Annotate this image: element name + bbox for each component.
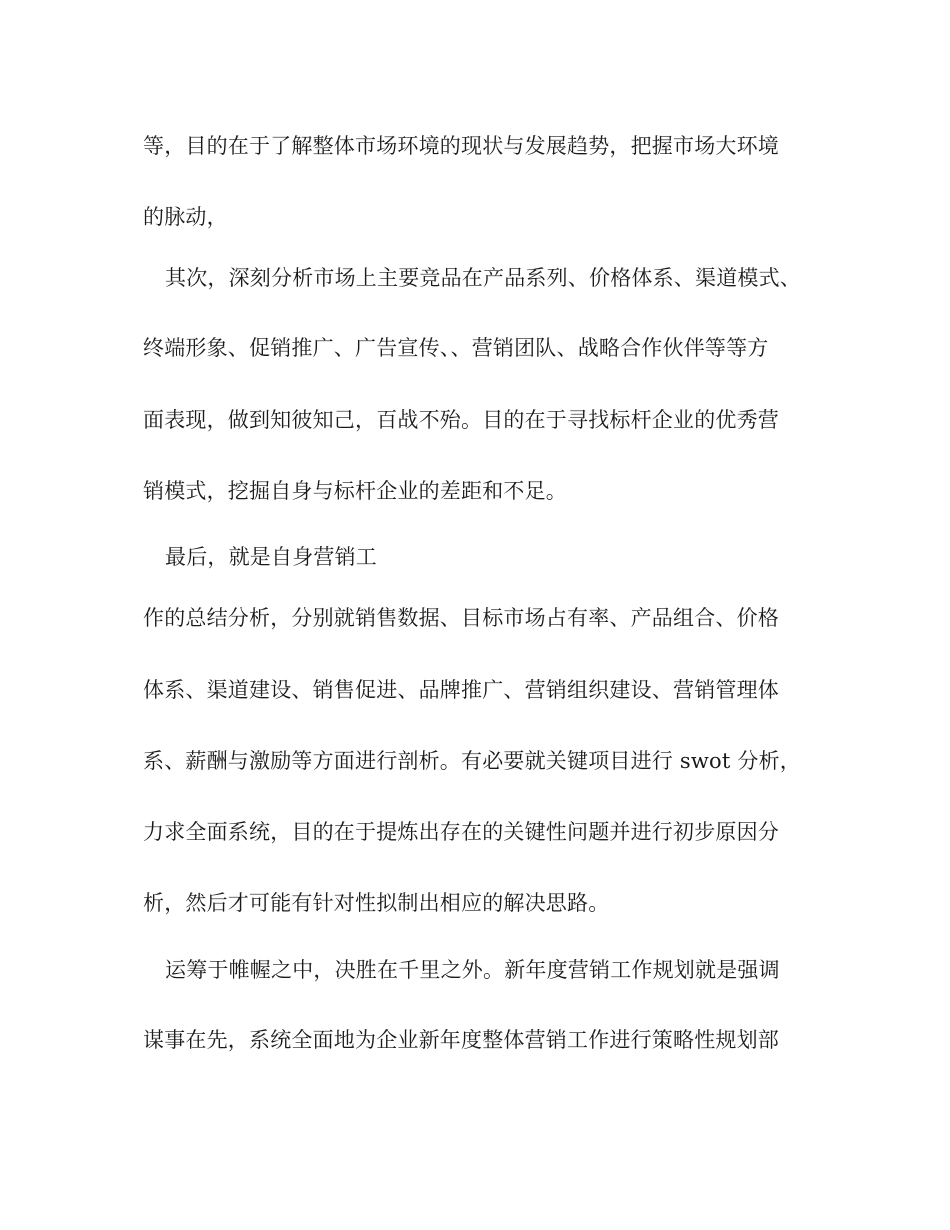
text-line-1: 等，目的在于了解整体市场环境的现状与发展趋势，把握市场大环境 <box>143 134 779 158</box>
text-line-13: 运筹于帷幄之中，决胜在千里之外。新年度营销工作规划就是强调 <box>165 958 780 982</box>
text-line-6: 销模式，挖掘自身与标杆企业的差距和不足。 <box>143 479 567 503</box>
text-line-14: 谋事在先，系统全面地为企业新年度整体营销工作进行策略性规划部 <box>143 1028 779 1052</box>
text-line-9: 体系、渠道建设、销售促进、品牌推广、营销组织建设、营销管理体 <box>143 678 779 702</box>
text-line-10: 系、薪酬与激励等方面进行剖析。有必要就关键项目进行 swot 分析， <box>143 749 801 773</box>
text-line-8: 作的总结分析，分别就销售数据、目标市场占有率、产品组合、价格 <box>143 606 779 630</box>
text-line-7: 最后，就是自身营销工 <box>165 545 377 569</box>
text-line-3: 其次，深刻分析市场上主要竞品在产品系列、价格体系、渠道模式、 <box>165 266 801 290</box>
text-line-12: 析，然后才可能有针对性拟制出相应的解决思路。 <box>143 891 610 915</box>
text-line-11: 力求全面系统，目的在于提炼出存在的关键性问题并进行初步原因分 <box>143 820 779 844</box>
text-line-2: 的脉动， <box>143 205 228 229</box>
text-line-5: 面表现，做到知彼知己，百战不殆。目的在于寻找标杆企业的优秀营 <box>143 408 779 432</box>
text-line-4: 终端形象、促销推广、广告宣传、、营销团队、战略合作伙伴等等方 <box>143 336 769 360</box>
